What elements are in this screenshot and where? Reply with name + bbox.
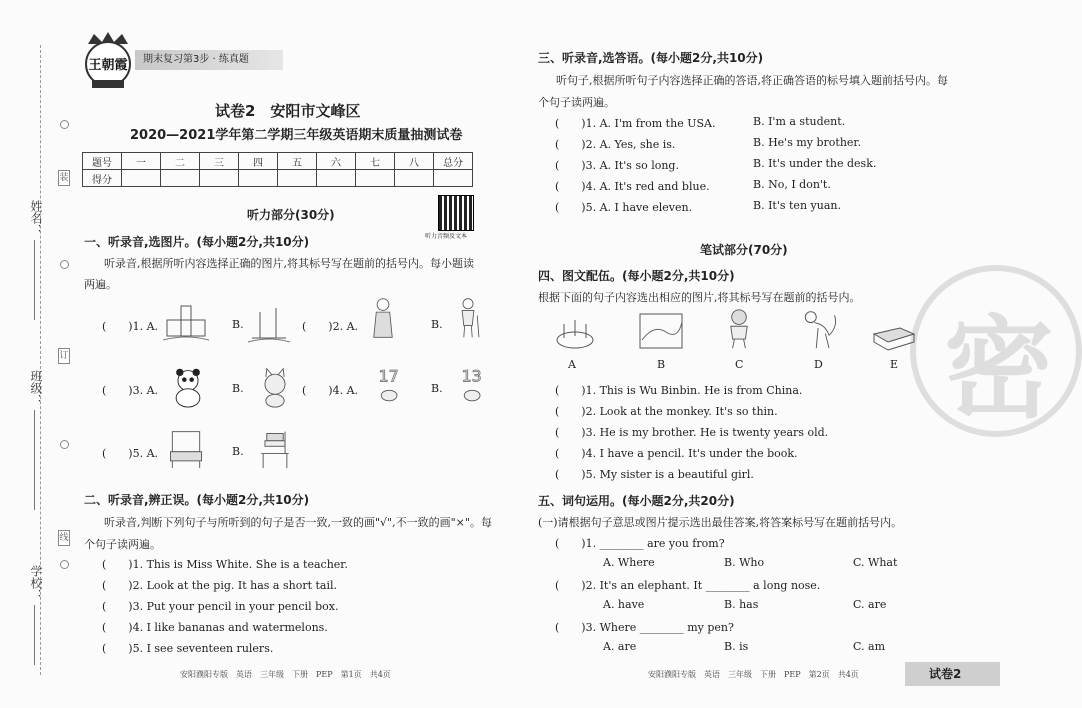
section-2-title: 二、听录音,辨正误。(每小题2分,共10分) [84, 493, 310, 507]
question-2-option-b: B. [431, 318, 443, 331]
section-3-title: 三、听录音,选答语。(每小题2分,共10分) [538, 51, 764, 65]
page-footer: 安阳濮阳专版 英语 三年级 下册 PEP 第1页 共4页 [180, 670, 391, 679]
grandfather-image [445, 297, 491, 339]
score-table-score-row [83, 170, 473, 187]
judge-item-2: ( )2. Look at the pig. It has a short tail. [102, 579, 338, 592]
table-cell: 六 [317, 153, 356, 170]
margin-name-line [34, 240, 35, 320]
picture-label-e: E [890, 358, 899, 371]
choice-option: A. have [603, 598, 645, 611]
score-input-cell[interactable] [239, 170, 278, 187]
question-1-stem: ( )1. A. [102, 320, 159, 333]
margin-school-line [34, 605, 35, 665]
choice-option: B. Who [724, 556, 765, 569]
section-2-instructions: 听录音,判断下列句子与所听到的句子是否一致,一致的画"√",不一致的画"×"。每个句子读两遍。 [84, 516, 492, 551]
picture-label-c: C [735, 358, 744, 371]
match-item-1: ( )1. This is Wu Binbin. He is from China. [555, 384, 803, 397]
question-1-option-b: B. [232, 318, 244, 331]
seal-char: 密 [944, 305, 1054, 433]
score-input-cell[interactable] [161, 170, 200, 187]
judge-item-3: ( )3. Put your pencil in your pencil box. [102, 600, 339, 613]
monkey-image-d [796, 308, 842, 350]
question-5-stem: ( )5. A. [102, 447, 159, 460]
book-pencil-image-e [870, 318, 916, 360]
section-5-subinstructions: (一)请根据句子意思或图片提示选出最佳答案,将答案标号写在题前括号内。 [538, 516, 903, 529]
judge-item-5: ( )5. I see seventeen rulers. [102, 642, 274, 655]
choice-option: A. are [603, 640, 637, 653]
choice-option: B. is [724, 640, 749, 653]
binding-hole [60, 440, 69, 449]
bird-thirteen-image [450, 364, 496, 406]
qr-code[interactable] [438, 195, 474, 231]
section-4-instructions: 根据下面的句子内容选出相应的图片,将其标号写在题前的括号内。 [538, 291, 861, 304]
reply-item-4-a: ( )4. A. It's red and blue. [555, 180, 710, 193]
cut-mark: 订 [58, 348, 70, 364]
question-4-option-b: B. [431, 382, 443, 395]
tower-bridge-image [246, 302, 292, 344]
choice-option: C. are [853, 598, 887, 611]
reply-item-5-a: ( )5. A. I have eleven. [555, 201, 693, 214]
section-3-instructions: 听句子,根据所听句子内容选择正确的答语,将正确答语的标号填入题前括号内。每个句子读两遍。 [538, 74, 948, 109]
choice-question-2: ( )2. It's an elephant. It ________ a long nose. [555, 579, 821, 592]
chair-books-image [252, 428, 298, 470]
judge-item-4: ( )4. I like bananas and watermelons. [102, 621, 328, 634]
section-5-title: 五、词句运用。(每小题2分,共20分) [538, 494, 735, 508]
question-4-stem: ( )4. A. [302, 384, 359, 397]
judge-item-1: ( )1. This is Miss White. She is a teacher. [102, 558, 348, 571]
score-input-cell[interactable] [278, 170, 317, 187]
reply-item-3-b: B. It's under the desk. [753, 157, 877, 170]
reply-item-3-a: ( )3. A. It's so long. [555, 159, 679, 172]
table-cell: 总分 [434, 153, 473, 170]
margin-class-label: 班级： [29, 370, 43, 406]
cut-mark: 线 [58, 530, 70, 546]
paper-title: 试卷2 安阳市文峰区 [215, 102, 361, 120]
svg-text:13: 13 [461, 366, 482, 386]
question-2-stem: ( )2. A. [302, 320, 359, 333]
score-table [82, 152, 473, 187]
table-cell: 一 [122, 153, 161, 170]
match-item-4: ( )4. I have a pencil. It's under the book. [555, 447, 798, 460]
binding-hole [60, 560, 69, 569]
score-input-cell[interactable] [434, 170, 473, 187]
panda-image [165, 366, 211, 408]
table-cell: 三 [200, 153, 239, 170]
score-input-cell[interactable] [317, 170, 356, 187]
right-page [500, 0, 1054, 708]
paper-tab: 试卷2 [905, 662, 1000, 686]
reply-item-4-b: B. No, I don't. [753, 178, 831, 191]
reply-item-1-a: ( )1. A. I'm from the USA. [555, 117, 716, 130]
match-item-3: ( )3. He is my brother. He is twenty years old. [555, 426, 829, 439]
table-cell: 得分 [83, 170, 122, 187]
score-input-cell[interactable] [122, 170, 161, 187]
question-3-stem: ( )3. A. [102, 384, 159, 397]
listening-section-title: 听力部分(30分) [247, 208, 335, 222]
choice-option: A. Where [603, 556, 655, 569]
picture-label-d: D [814, 358, 823, 371]
choice-option: C. What [853, 556, 898, 569]
table-cell: 二 [161, 153, 200, 170]
cake-image-a [552, 310, 598, 352]
cat-image [252, 366, 298, 408]
table-cell: 五 [278, 153, 317, 170]
binding-hole [60, 120, 69, 129]
castle-image [163, 302, 209, 344]
desk-image [163, 428, 209, 470]
binding-hole [60, 260, 69, 269]
reply-item-2-a: ( )2. A. Yes, she is. [555, 138, 676, 151]
written-section-title: 笔试部分(70分) [700, 243, 788, 257]
header-band: 期末复习第3步 · 练真题 [135, 50, 283, 70]
great-wall-image-b [638, 310, 684, 352]
picture-label-a: A [568, 358, 576, 371]
picture-label-b: B [657, 358, 666, 371]
left-page [0, 0, 500, 708]
score-input-cell[interactable] [356, 170, 395, 187]
margin-school-label: 学校： [29, 565, 43, 601]
choice-option: B. has [724, 598, 759, 611]
reply-item-2-b: B. He's my brother. [753, 136, 861, 149]
score-table-header-row [83, 153, 473, 170]
svg-text:17: 17 [378, 366, 399, 386]
score-input-cell[interactable] [200, 170, 239, 187]
table-cell: 七 [356, 153, 395, 170]
section-1-title: 一、听录音,选图片。(每小题2分,共10分) [84, 235, 310, 249]
cut-mark: 装 [58, 170, 70, 186]
choice-question-3: ( )3. Where ________ my pen? [555, 621, 734, 634]
svg-text:王朝霞: 王朝霞 [88, 58, 128, 73]
table-cell: 四 [239, 153, 278, 170]
table-cell: 题号 [83, 153, 122, 170]
table-cell: 八 [395, 153, 434, 170]
question-3-option-b: B. [232, 382, 244, 395]
section-1-instructions: 听录音,根据所听内容选择正确的图片,将其标号写在题前的括号内。每小题读两遍。 [84, 257, 474, 291]
reply-item-5-b: B. It's ten yuan. [753, 199, 841, 212]
publisher-badge-logo [80, 30, 136, 90]
grandmother-image [360, 297, 406, 339]
question-5-option-b: B. [232, 445, 244, 458]
bird-seventeen-image [367, 364, 413, 406]
choice-option: C. am [853, 640, 886, 653]
boy-image-c [716, 308, 762, 350]
match-item-5: ( )5. My sister is a beautiful girl. [555, 468, 754, 481]
margin-name-label: 姓名： [29, 200, 43, 236]
confidential-seal-watermark [910, 265, 1082, 437]
margin-class-line [34, 410, 35, 510]
score-input-cell[interactable] [395, 170, 434, 187]
choice-question-1: ( )1. ________ are you from? [555, 537, 725, 550]
page-footer: 安阳濮阳专版 英语 三年级 下册 PEP 第2页 共4页 [648, 670, 859, 679]
section-4-title: 四、图文配伍。(每小题2分,共10分) [538, 269, 735, 283]
paper-subtitle: 2020—2021学年第二学期三年级英语期末质量抽测试卷 [130, 128, 463, 143]
qr-caption: 听力音频及文本 [425, 233, 468, 240]
reply-item-1-b: B. I'm a student. [753, 115, 846, 128]
match-item-2: ( )2. Look at the monkey. It's so thin. [555, 405, 778, 418]
